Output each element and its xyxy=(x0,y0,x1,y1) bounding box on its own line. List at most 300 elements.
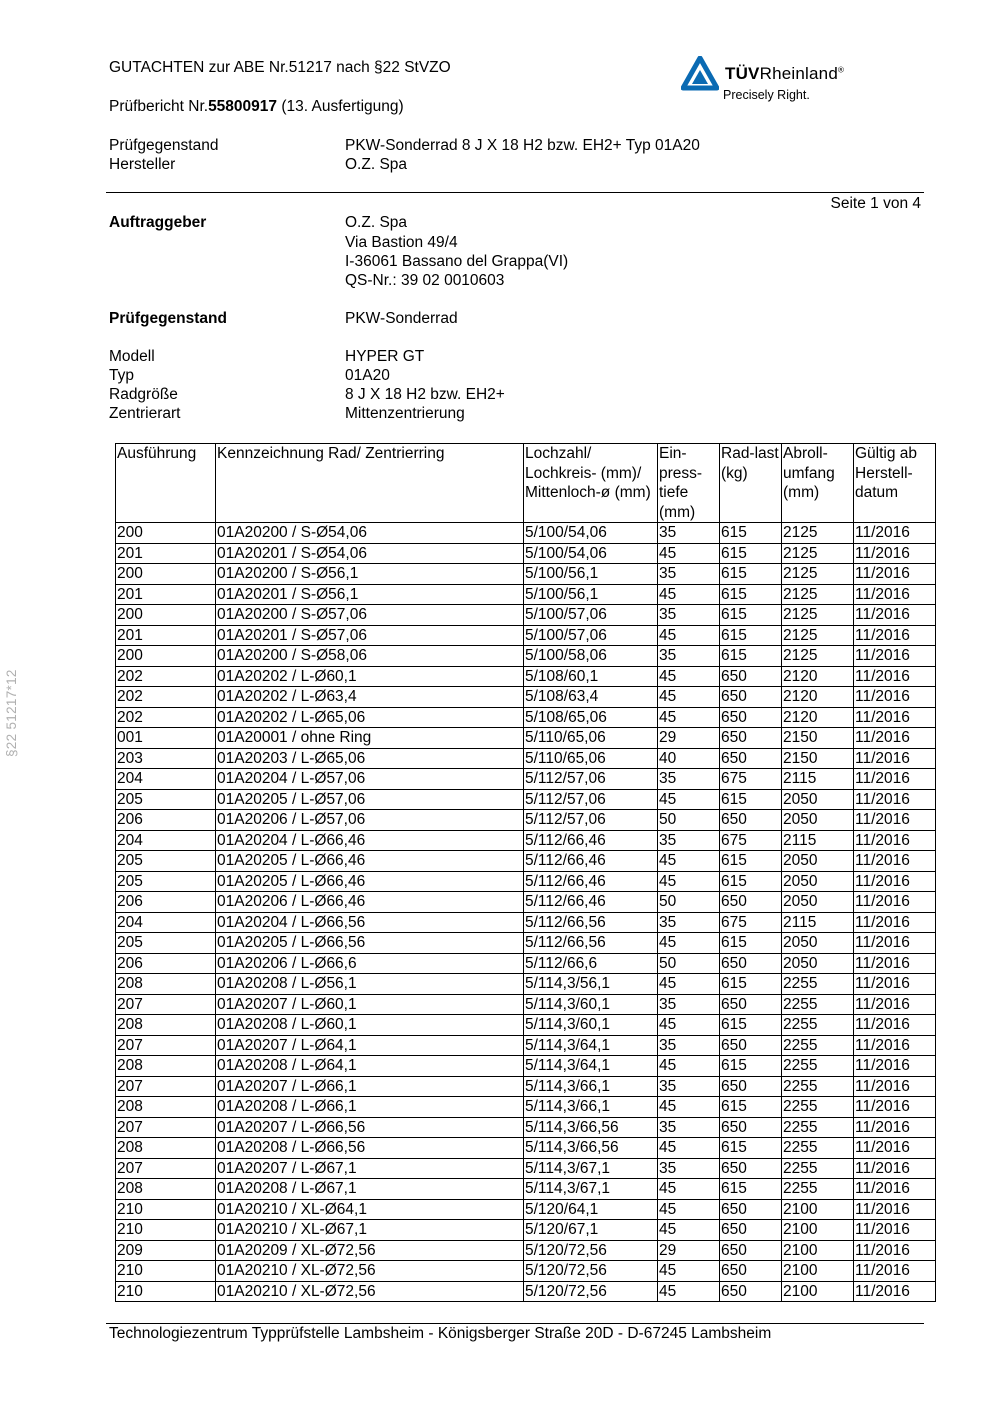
cell-circumference: 2125 xyxy=(782,584,854,605)
cell-load: 650 xyxy=(720,707,782,728)
cell-version: 201 xyxy=(116,543,216,564)
cell-version: 202 xyxy=(116,687,216,708)
cell-offset: 45 xyxy=(658,1138,720,1159)
cell-offset: 45 xyxy=(658,625,720,646)
cell-load: 615 xyxy=(720,851,782,872)
cell-load: 615 xyxy=(720,523,782,544)
cell-version: 206 xyxy=(116,892,216,913)
cell-load: 615 xyxy=(720,1179,782,1200)
table-row xyxy=(116,871,936,892)
cell-offset: 45 xyxy=(658,543,720,564)
cell-load: 615 xyxy=(720,1138,782,1159)
cell-offset: 50 xyxy=(658,810,720,831)
cell-marking: 01A20207 / L-Ø66,1 xyxy=(216,1076,524,1097)
cell-bolt-pattern: 5/100/54,06 xyxy=(524,543,658,564)
table-row xyxy=(116,707,936,728)
cell-valid-from: 11/2016 xyxy=(854,1158,936,1179)
cell-version: 201 xyxy=(116,625,216,646)
table-row xyxy=(116,830,936,851)
table-row xyxy=(116,1220,936,1241)
cell-load: 650 xyxy=(720,810,782,831)
cell-marking: 01A20207 / L-Ø67,1 xyxy=(216,1158,524,1179)
cell-marking: 01A20204 / L-Ø66,56 xyxy=(216,912,524,933)
cell-marking: 01A20200 / S-Ø58,06 xyxy=(216,646,524,667)
cell-circumference: 2050 xyxy=(782,871,854,892)
table-row xyxy=(116,769,936,790)
table-row xyxy=(116,1076,936,1097)
cell-valid-from: 11/2016 xyxy=(854,625,936,646)
cell-valid-from: 11/2016 xyxy=(854,707,936,728)
col-header-offset: Ein-press-tiefe (mm) xyxy=(658,444,720,523)
table-row xyxy=(116,1179,936,1200)
cell-offset: 45 xyxy=(658,1097,720,1118)
cell-version: 208 xyxy=(116,1097,216,1118)
cell-marking: 01A20210 / XL-Ø72,56 xyxy=(216,1281,524,1302)
cell-bolt-pattern: 5/114,3/60,1 xyxy=(524,1015,658,1036)
cell-load: 650 xyxy=(720,728,782,749)
cell-version: 206 xyxy=(116,953,216,974)
cell-marking: 01A20208 / L-Ø64,1 xyxy=(216,1056,524,1077)
table-row xyxy=(116,666,936,687)
cell-bolt-pattern: 5/114,3/67,1 xyxy=(524,1158,658,1179)
cell-marking: 01A20202 / L-Ø63,4 xyxy=(216,687,524,708)
cell-bolt-pattern: 5/108/65,06 xyxy=(524,707,658,728)
cell-circumference: 2050 xyxy=(782,810,854,831)
table-row xyxy=(116,523,936,544)
cell-valid-from: 11/2016 xyxy=(854,543,936,564)
client-city: I-36061 Bassano del Grappa(VI) xyxy=(345,253,569,270)
cell-valid-from: 11/2016 xyxy=(854,1015,936,1036)
cell-circumference: 2125 xyxy=(782,523,854,544)
cell-version: 202 xyxy=(116,707,216,728)
cell-offset: 45 xyxy=(658,1261,720,1282)
cell-load: 650 xyxy=(720,892,782,913)
cell-version: 207 xyxy=(116,1158,216,1179)
table-row xyxy=(116,1240,936,1261)
table-row xyxy=(116,1199,936,1220)
cell-marking: 01A20210 / XL-Ø64,1 xyxy=(216,1199,524,1220)
cell-version: 209 xyxy=(116,1240,216,1261)
cell-offset: 29 xyxy=(658,728,720,749)
cell-bolt-pattern: 5/114,3/66,56 xyxy=(524,1138,658,1159)
table-row xyxy=(116,810,936,831)
cell-bolt-pattern: 5/100/57,06 xyxy=(524,625,658,646)
cell-load: 650 xyxy=(720,1281,782,1302)
cell-bolt-pattern: 5/112/66,56 xyxy=(524,933,658,954)
cell-offset: 35 xyxy=(658,769,720,790)
cell-circumference: 2100 xyxy=(782,1281,854,1302)
footer-address: Technologiezentrum Typprüfstelle Lambsheim - Königsberger Straße 20D - D-67245 Lambsheim xyxy=(109,1325,772,1342)
cell-marking: 01A20200 / S-Ø56,1 xyxy=(216,564,524,585)
cell-marking: 01A20208 / L-Ø56,1 xyxy=(216,974,524,995)
cell-valid-from: 11/2016 xyxy=(854,1076,936,1097)
cell-valid-from: 11/2016 xyxy=(854,1220,936,1241)
table-row xyxy=(116,1138,936,1159)
cell-marking: 01A20202 / L-Ø60,1 xyxy=(216,666,524,687)
cell-load: 615 xyxy=(720,605,782,626)
cell-offset: 45 xyxy=(658,1015,720,1036)
cell-valid-from: 11/2016 xyxy=(854,523,936,544)
cell-version: 001 xyxy=(116,728,216,749)
table-row xyxy=(116,625,936,646)
detail-label-wheel-size: Radgröße xyxy=(109,386,178,403)
cell-load: 675 xyxy=(720,830,782,851)
cell-marking: 01A20201 / S-Ø56,1 xyxy=(216,584,524,605)
cell-load: 615 xyxy=(720,543,782,564)
cell-bolt-pattern: 5/108/60,1 xyxy=(524,666,658,687)
cell-load: 650 xyxy=(720,1117,782,1138)
cell-circumference: 2255 xyxy=(782,1056,854,1077)
cell-version: 200 xyxy=(116,605,216,626)
table-row xyxy=(116,789,936,810)
cell-marking: 01A20205 / L-Ø66,46 xyxy=(216,871,524,892)
col-header-marking: Kennzeichnung Rad/ Zentrierring xyxy=(216,444,524,523)
cell-marking: 01A20207 / L-Ø64,1 xyxy=(216,1035,524,1056)
cell-circumference: 2255 xyxy=(782,974,854,995)
cell-offset: 35 xyxy=(658,523,720,544)
table-row xyxy=(116,646,936,667)
cell-bolt-pattern: 5/120/72,56 xyxy=(524,1261,658,1282)
table-row xyxy=(116,1261,936,1282)
cell-load: 650 xyxy=(720,1220,782,1241)
cell-circumference: 2255 xyxy=(782,1138,854,1159)
cell-load: 650 xyxy=(720,1261,782,1282)
col-header-version: Ausführung xyxy=(116,444,216,523)
cell-marking: 01A20200 / S-Ø57,06 xyxy=(216,605,524,626)
table-row xyxy=(116,1281,936,1302)
col-header-valid-from: Gültig ab Herstell-datum xyxy=(854,444,936,523)
cell-version: 204 xyxy=(116,769,216,790)
cell-load: 615 xyxy=(720,564,782,585)
report-suffix: (13. Ausfertigung) xyxy=(277,98,404,115)
cell-bolt-pattern: 5/112/57,06 xyxy=(524,789,658,810)
cell-offset: 45 xyxy=(658,871,720,892)
cell-circumference: 2255 xyxy=(782,1097,854,1118)
cell-offset: 50 xyxy=(658,892,720,913)
cell-valid-from: 11/2016 xyxy=(854,851,936,872)
cell-marking: 01A20207 / L-Ø66,56 xyxy=(216,1117,524,1138)
cell-offset: 35 xyxy=(658,1076,720,1097)
cell-version: 207 xyxy=(116,994,216,1015)
cell-load: 615 xyxy=(720,974,782,995)
cell-marking: 01A20204 / L-Ø66,46 xyxy=(216,830,524,851)
cell-offset: 35 xyxy=(658,1117,720,1138)
cell-version: 200 xyxy=(116,523,216,544)
detail-value-model: HYPER GT xyxy=(345,348,425,365)
cell-load: 650 xyxy=(720,1035,782,1056)
cell-circumference: 2120 xyxy=(782,666,854,687)
cell-offset: 40 xyxy=(658,748,720,769)
table-row xyxy=(116,728,936,749)
subject-label: Prüfgegenstand xyxy=(109,310,227,327)
cell-bolt-pattern: 5/108/63,4 xyxy=(524,687,658,708)
cell-marking: 01A20205 / L-Ø66,56 xyxy=(216,933,524,954)
table-row xyxy=(116,748,936,769)
header-label-manufacturer: Hersteller xyxy=(109,156,176,173)
cell-valid-from: 11/2016 xyxy=(854,1240,936,1261)
report-prefix: Prüfbericht Nr. xyxy=(109,98,209,115)
report-number: 55800917 xyxy=(208,98,278,115)
cell-version: 200 xyxy=(116,646,216,667)
cell-bolt-pattern: 5/120/72,56 xyxy=(524,1281,658,1302)
cell-valid-from: 11/2016 xyxy=(854,789,936,810)
cell-bolt-pattern: 5/112/66,6 xyxy=(524,953,658,974)
cell-marking: 01A20210 / XL-Ø67,1 xyxy=(216,1220,524,1241)
cell-bolt-pattern: 5/120/64,1 xyxy=(524,1199,658,1220)
cell-circumference: 2150 xyxy=(782,748,854,769)
cell-valid-from: 11/2016 xyxy=(854,1179,936,1200)
cell-offset: 45 xyxy=(658,933,720,954)
cell-version: 202 xyxy=(116,666,216,687)
cell-circumference: 2050 xyxy=(782,851,854,872)
cell-version: 206 xyxy=(116,810,216,831)
cell-load: 650 xyxy=(720,666,782,687)
logo-slogan: Precisely Right. xyxy=(723,88,810,102)
cell-marking: 01A20205 / L-Ø57,06 xyxy=(216,789,524,810)
table-row xyxy=(116,543,936,564)
cell-bolt-pattern: 5/112/57,06 xyxy=(524,810,658,831)
cell-offset: 45 xyxy=(658,1056,720,1077)
cell-load: 615 xyxy=(720,871,782,892)
cell-bolt-pattern: 5/112/66,46 xyxy=(524,851,658,872)
page-number: Seite 1 von 4 xyxy=(830,195,921,212)
cell-circumference: 2050 xyxy=(782,892,854,913)
cell-bolt-pattern: 5/112/57,06 xyxy=(524,769,658,790)
col-header-load: Rad-last (kg) xyxy=(720,444,782,523)
cell-valid-from: 11/2016 xyxy=(854,1056,936,1077)
cell-circumference: 2255 xyxy=(782,1179,854,1200)
cell-marking: 01A20207 / L-Ø60,1 xyxy=(216,994,524,1015)
cell-bolt-pattern: 5/114,3/66,56 xyxy=(524,1117,658,1138)
cell-circumference: 2050 xyxy=(782,953,854,974)
table-row xyxy=(116,1117,936,1138)
client-name: O.Z. Spa xyxy=(345,214,408,231)
table-row xyxy=(116,953,936,974)
table-row xyxy=(116,1158,936,1179)
cell-marking: 01A20208 / L-Ø66,1 xyxy=(216,1097,524,1118)
cell-load: 675 xyxy=(720,769,782,790)
cell-offset: 29 xyxy=(658,1240,720,1261)
cell-valid-from: 11/2016 xyxy=(854,748,936,769)
cell-load: 615 xyxy=(720,1097,782,1118)
cell-bolt-pattern: 5/114,3/60,1 xyxy=(524,994,658,1015)
client-label: Auftraggeber xyxy=(109,214,207,231)
cell-version: 210 xyxy=(116,1261,216,1282)
cell-bolt-pattern: 5/112/66,46 xyxy=(524,830,658,851)
cell-marking: 01A20206 / L-Ø66,6 xyxy=(216,953,524,974)
cell-circumference: 2125 xyxy=(782,625,854,646)
cell-bolt-pattern: 5/112/66,46 xyxy=(524,871,658,892)
cell-valid-from: 11/2016 xyxy=(854,564,936,585)
cell-offset: 35 xyxy=(658,564,720,585)
cell-offset: 35 xyxy=(658,830,720,851)
cell-circumference: 2125 xyxy=(782,605,854,626)
cell-offset: 35 xyxy=(658,1035,720,1056)
cell-offset: 45 xyxy=(658,851,720,872)
detail-value-wheel-size: 8 J X 18 H2 bzw. EH2+ xyxy=(345,386,505,403)
cell-load: 650 xyxy=(720,1076,782,1097)
table-row xyxy=(116,912,936,933)
table-row xyxy=(116,564,936,585)
col-header-circumference: Abroll-umfang (mm) xyxy=(782,444,854,523)
cell-offset: 45 xyxy=(658,687,720,708)
cell-version: 210 xyxy=(116,1199,216,1220)
cell-circumference: 2255 xyxy=(782,1158,854,1179)
cell-bolt-pattern: 5/100/56,1 xyxy=(524,584,658,605)
cell-version: 208 xyxy=(116,1179,216,1200)
client-qs-number: QS-Nr.: 39 02 0010603 xyxy=(345,272,505,289)
table-row xyxy=(116,584,936,605)
cell-offset: 45 xyxy=(658,1281,720,1302)
cell-version: 207 xyxy=(116,1076,216,1097)
cell-offset: 35 xyxy=(658,1158,720,1179)
cell-valid-from: 11/2016 xyxy=(854,1261,936,1282)
cell-load: 650 xyxy=(720,1240,782,1261)
cell-valid-from: 11/2016 xyxy=(854,830,936,851)
cell-version: 205 xyxy=(116,933,216,954)
col-header-bolt-pattern: Lochzahl/ Lochkreis- (mm)/ Mittenloch-ø (mm) xyxy=(524,444,658,523)
cell-circumference: 2100 xyxy=(782,1261,854,1282)
table-row xyxy=(116,1035,936,1056)
cell-version: 200 xyxy=(116,564,216,585)
table-row xyxy=(116,994,936,1015)
cell-offset: 45 xyxy=(658,584,720,605)
cell-version: 207 xyxy=(116,1035,216,1056)
cell-bolt-pattern: 5/112/66,46 xyxy=(524,892,658,913)
cell-version: 210 xyxy=(116,1281,216,1302)
cell-offset: 45 xyxy=(658,1179,720,1200)
table-row xyxy=(116,851,936,872)
table-row xyxy=(116,1097,936,1118)
cell-valid-from: 11/2016 xyxy=(854,666,936,687)
cell-marking: 01A20204 / L-Ø57,06 xyxy=(216,769,524,790)
subject-value: PKW-Sonderrad xyxy=(345,310,458,327)
detail-value-centering: Mittenzentrierung xyxy=(345,405,465,422)
cell-marking: 01A20200 / S-Ø54,06 xyxy=(216,523,524,544)
cell-bolt-pattern: 5/114,3/66,1 xyxy=(524,1076,658,1097)
cell-offset: 50 xyxy=(658,953,720,974)
cell-valid-from: 11/2016 xyxy=(854,933,936,954)
detail-label-centering: Zentrierart xyxy=(109,405,181,422)
cell-bolt-pattern: 5/114,3/67,1 xyxy=(524,1179,658,1200)
tuv-triangle-icon xyxy=(681,56,719,92)
cell-load: 650 xyxy=(720,953,782,974)
cell-valid-from: 11/2016 xyxy=(854,769,936,790)
cell-circumference: 2125 xyxy=(782,564,854,585)
cell-bolt-pattern: 5/114,3/56,1 xyxy=(524,974,658,995)
cell-circumference: 2125 xyxy=(782,646,854,667)
cell-load: 650 xyxy=(720,748,782,769)
cell-circumference: 2120 xyxy=(782,707,854,728)
cell-valid-from: 11/2016 xyxy=(854,994,936,1015)
cell-circumference: 2255 xyxy=(782,1076,854,1097)
cell-bolt-pattern: 5/100/54,06 xyxy=(524,523,658,544)
cell-version: 210 xyxy=(116,1220,216,1241)
cell-circumference: 2255 xyxy=(782,1117,854,1138)
cell-load: 615 xyxy=(720,1056,782,1077)
cell-valid-from: 11/2016 xyxy=(854,892,936,913)
cell-circumference: 2255 xyxy=(782,1035,854,1056)
cell-offset: 45 xyxy=(658,1220,720,1241)
cell-bolt-pattern: 5/110/65,06 xyxy=(524,748,658,769)
logo-brand: TÜVRheinland® xyxy=(725,64,845,83)
cell-valid-from: 11/2016 xyxy=(854,1097,936,1118)
cell-load: 615 xyxy=(720,789,782,810)
cell-circumference: 2150 xyxy=(782,728,854,749)
cell-marking: 01A20208 / L-Ø66,56 xyxy=(216,1138,524,1159)
table-row xyxy=(116,1015,936,1036)
cell-offset: 35 xyxy=(658,646,720,667)
detail-label-model: Modell xyxy=(109,348,155,365)
cell-marking: 01A20209 / XL-Ø72,56 xyxy=(216,1240,524,1261)
cell-valid-from: 11/2016 xyxy=(854,871,936,892)
document-title: GUTACHTEN zur ABE Nr.51217 nach §22 StVZO xyxy=(109,59,451,76)
tuv-rheinland-logo xyxy=(681,54,881,104)
cell-valid-from: 11/2016 xyxy=(854,605,936,626)
cell-bolt-pattern: 5/114,3/66,1 xyxy=(524,1097,658,1118)
cell-bolt-pattern: 5/100/58,06 xyxy=(524,646,658,667)
header-label-subject: Prüfgegenstand xyxy=(109,137,219,154)
cell-bolt-pattern: 5/120/67,1 xyxy=(524,1220,658,1241)
cell-offset: 45 xyxy=(658,666,720,687)
cell-load: 615 xyxy=(720,625,782,646)
cell-circumference: 2255 xyxy=(782,994,854,1015)
report-number-line xyxy=(109,98,404,116)
cell-load: 615 xyxy=(720,1015,782,1036)
cell-offset: 45 xyxy=(658,1199,720,1220)
cell-bolt-pattern: 5/112/66,56 xyxy=(524,912,658,933)
cell-load: 650 xyxy=(720,994,782,1015)
cell-bolt-pattern: 5/100/56,1 xyxy=(524,564,658,585)
table-row xyxy=(116,605,936,626)
table-body xyxy=(116,523,936,1302)
cell-version: 205 xyxy=(116,871,216,892)
wheel-variants-table xyxy=(115,443,936,1302)
cell-valid-from: 11/2016 xyxy=(854,1035,936,1056)
cell-circumference: 2125 xyxy=(782,543,854,564)
header-value-manufacturer: O.Z. Spa xyxy=(345,156,408,173)
cell-bolt-pattern: 5/114,3/64,1 xyxy=(524,1035,658,1056)
cell-version: 205 xyxy=(116,851,216,872)
header-value-subject: PKW-Sonderrad 8 J X 18 H2 bzw. EH2+ Typ 01A20 xyxy=(345,137,700,154)
cell-valid-from: 11/2016 xyxy=(854,687,936,708)
cell-version: 204 xyxy=(116,912,216,933)
cell-valid-from: 11/2016 xyxy=(854,1138,936,1159)
cell-offset: 45 xyxy=(658,707,720,728)
cell-valid-from: 11/2016 xyxy=(854,912,936,933)
table-header-row xyxy=(116,444,936,523)
cell-circumference: 2115 xyxy=(782,769,854,790)
cell-marking: 01A20001 / ohne Ring xyxy=(216,728,524,749)
cell-load: 650 xyxy=(720,687,782,708)
cell-valid-from: 11/2016 xyxy=(854,953,936,974)
cell-load: 650 xyxy=(720,1199,782,1220)
cell-marking: 01A20201 / S-Ø57,06 xyxy=(216,625,524,646)
cell-circumference: 2115 xyxy=(782,830,854,851)
cell-circumference: 2100 xyxy=(782,1240,854,1261)
cell-offset: 45 xyxy=(658,789,720,810)
header-divider xyxy=(106,192,924,193)
cell-load: 675 xyxy=(720,912,782,933)
cell-valid-from: 11/2016 xyxy=(854,1117,936,1138)
table-row xyxy=(116,1056,936,1077)
cell-version: 204 xyxy=(116,830,216,851)
cell-circumference: 2100 xyxy=(782,1220,854,1241)
cell-marking: 01A20210 / XL-Ø72,56 xyxy=(216,1261,524,1282)
cell-load: 615 xyxy=(720,646,782,667)
cell-valid-from: 11/2016 xyxy=(854,1281,936,1302)
cell-marking: 01A20201 / S-Ø54,06 xyxy=(216,543,524,564)
